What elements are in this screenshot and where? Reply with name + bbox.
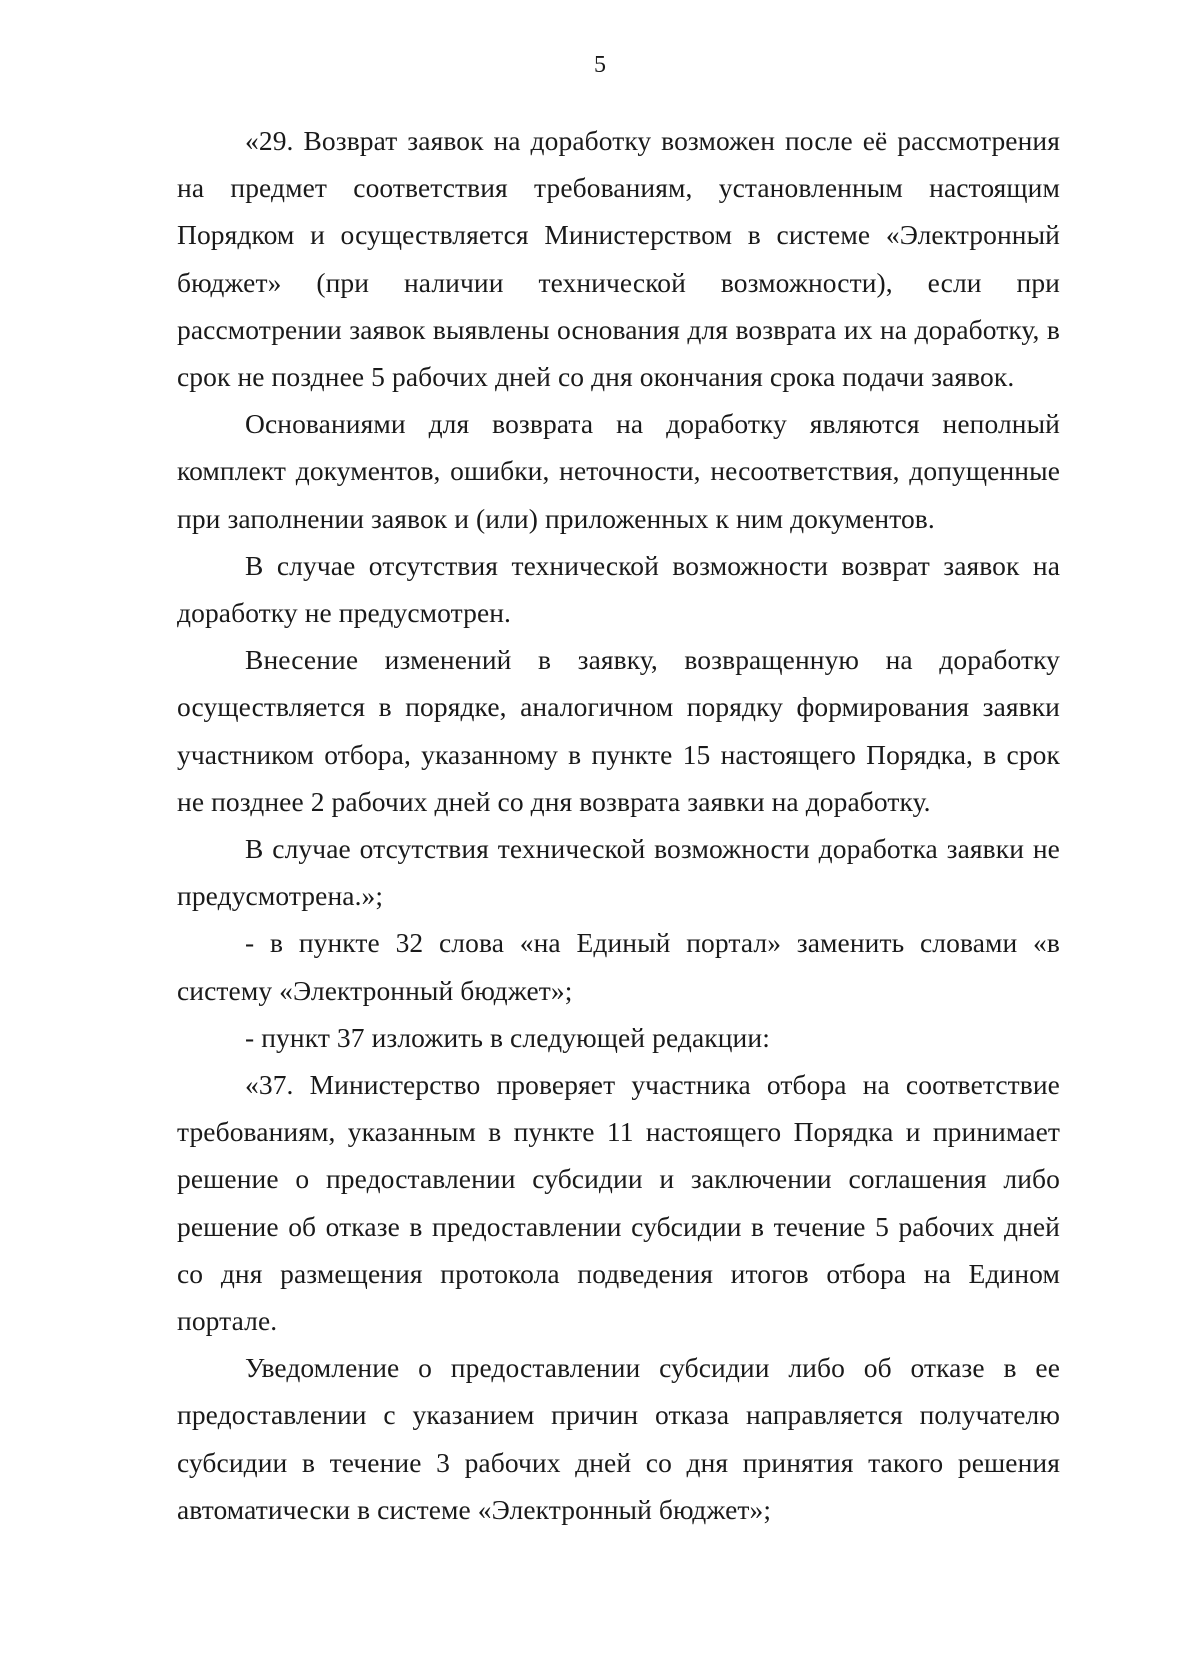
paragraph-notification: Уведомление о предоставлении субсидии либо об отказе в ее предоставлении с указанием причин отказа направляется получателю субсидии в течение 3 рабочих дней со дня принятия такого решения автоматически в системе «Электронный бюджет»; [177,1352,1060,1525]
paragraph-no-tech-rework: В случае отсутствия технической возможности доработка заявки не предусмотрена.»; [177,833,1060,912]
page-number: 5 [594,52,606,78]
paragraph-no-tech-return: В случае отсутствия технической возможности возврат заявок на доработку не предусмотрен. [177,549,1060,629]
document-body [177,117,1060,1533]
paragraph-amendments: Внесение изменений в заявку, возвращенную на доработку осуществляется в порядке, аналогичном порядку формирования заявки участником отбора, указанному в пункте 15 настоящего Порядка, в срок не позднее 2 рабочих дней со дня возврата заявки на доработку. [177,644,1060,817]
paragraph-item-37: «37. Министерство проверяет участника отбора на соответствие требованиям, указанным в пункте 11 настоящего Порядка и принимает решение о предоставлении субсидии и заключении соглашения либо решение об отказе в предоставлении субсидии в течение 5 рабочих дней со дня размещения протокола подведения итогов отбора на Едином портале. [177,1069,1060,1337]
paragraph-item-37-intro: - пункт 37 изложить в следующей редакции: [245,1021,770,1053]
paragraph-return-grounds: Основаниями для возврата на доработку являются неполный комплект документов, ошибки, неточности, несоответствия, допущенные при заполнении заявок и (или) приложенных к ним документов. [177,408,1060,534]
paragraph-item-29: «29. Возврат заявок на доработку возможен после её рассмотрения на предмет соответствия требованиям, установленным настоящим Порядком и осуществляется Министерством в системе «Электронный бюджет» (при наличии технической возможности), если при рассмотрении заявок выявлены основания для возврата их на доработку, в срок не позднее 5 рабочих дней со дня окончания срока подачи заявок. [177,125,1060,393]
paragraph-item-32-change: - в пункте 32 слова «на Единый портал» заменить словами «в систему «Электронный бюджет»; [177,927,1060,1006]
